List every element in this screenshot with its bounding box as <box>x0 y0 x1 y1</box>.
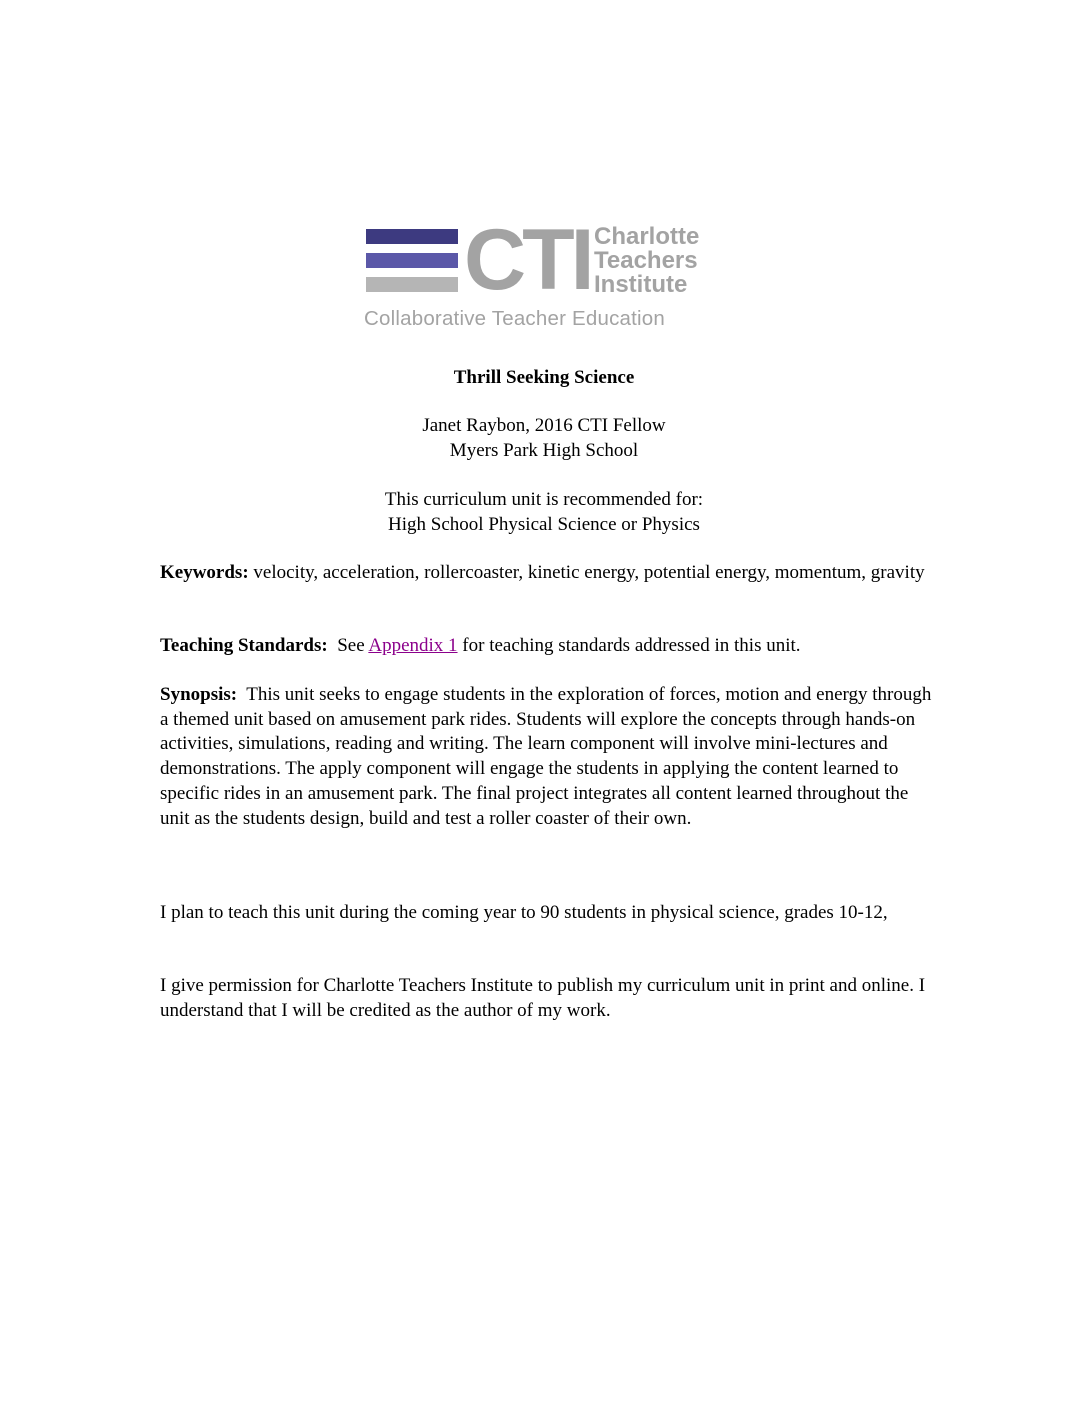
recommended-for: High School Physical Science or Physics <box>388 514 700 535</box>
teaching-standards-post: for teaching standards addressed in this unit. <box>462 635 801 656</box>
logo-name-line: Charlotte <box>594 223 700 250</box>
keywords-label: Keywords: <box>160 562 249 583</box>
logo-stripe <box>366 253 458 268</box>
logo-name <box>594 225 699 297</box>
synopsis-paragraph <box>160 683 940 831</box>
cti-logo <box>362 212 722 332</box>
teaching-standards-label: Teaching Standards: <box>160 635 328 656</box>
keywords-text: velocity, acceleration, rollercoaster, kinetic energy, potential energy, momentum, gravity <box>253 562 925 583</box>
logo-stripe <box>366 277 458 292</box>
logo-tagline: Collaborative Teacher Education <box>364 307 665 330</box>
logo-letters: CTI <box>464 212 591 308</box>
plan-paragraph: I plan to teach this unit during the coming year to 90 students in physical science, grades 10-12, <box>160 902 888 923</box>
recommended-intro: This curriculum unit is recommended for: <box>384 489 704 510</box>
logo-name-line: Institute <box>594 271 688 298</box>
appendix-1-link[interactable]: Appendix 1 <box>368 635 458 656</box>
teaching-standards-pre: See <box>337 635 365 656</box>
school-name: Myers Park High School <box>449 440 639 461</box>
keywords-paragraph <box>160 561 940 586</box>
logo-name-line: Teachers <box>594 247 698 274</box>
synopsis-label: Synopsis: <box>160 684 238 705</box>
author-line: Janet Raybon, 2016 CTI Fellow <box>422 415 666 436</box>
logo-stripe <box>366 229 458 244</box>
synopsis-text: This unit seeks to engage students in the exploration of forces, motion and energy through a themed unit based on amusement park rides. Students will explore the concepts through hands-on activities, simulations, reading and writing. The learn component will involve mini-lectures and demonstrations. The apply component will engage the students in applying the content learned to specific rides in an amusement park. The final project integrates all content learned throughout the unit as the students design, build and test a roller coaster of their own. <box>160 684 932 829</box>
author-block <box>160 413 928 463</box>
recommendation-block <box>160 487 928 537</box>
teaching-standards-paragraph <box>160 634 940 659</box>
permission-paragraph: I give permission for Charlotte Teachers Institute to publish my curriculum unit in print and online. I understand that I will be credited as the author of my work. <box>160 975 926 1021</box>
document-title: Thrill Seeking Science <box>453 367 635 388</box>
